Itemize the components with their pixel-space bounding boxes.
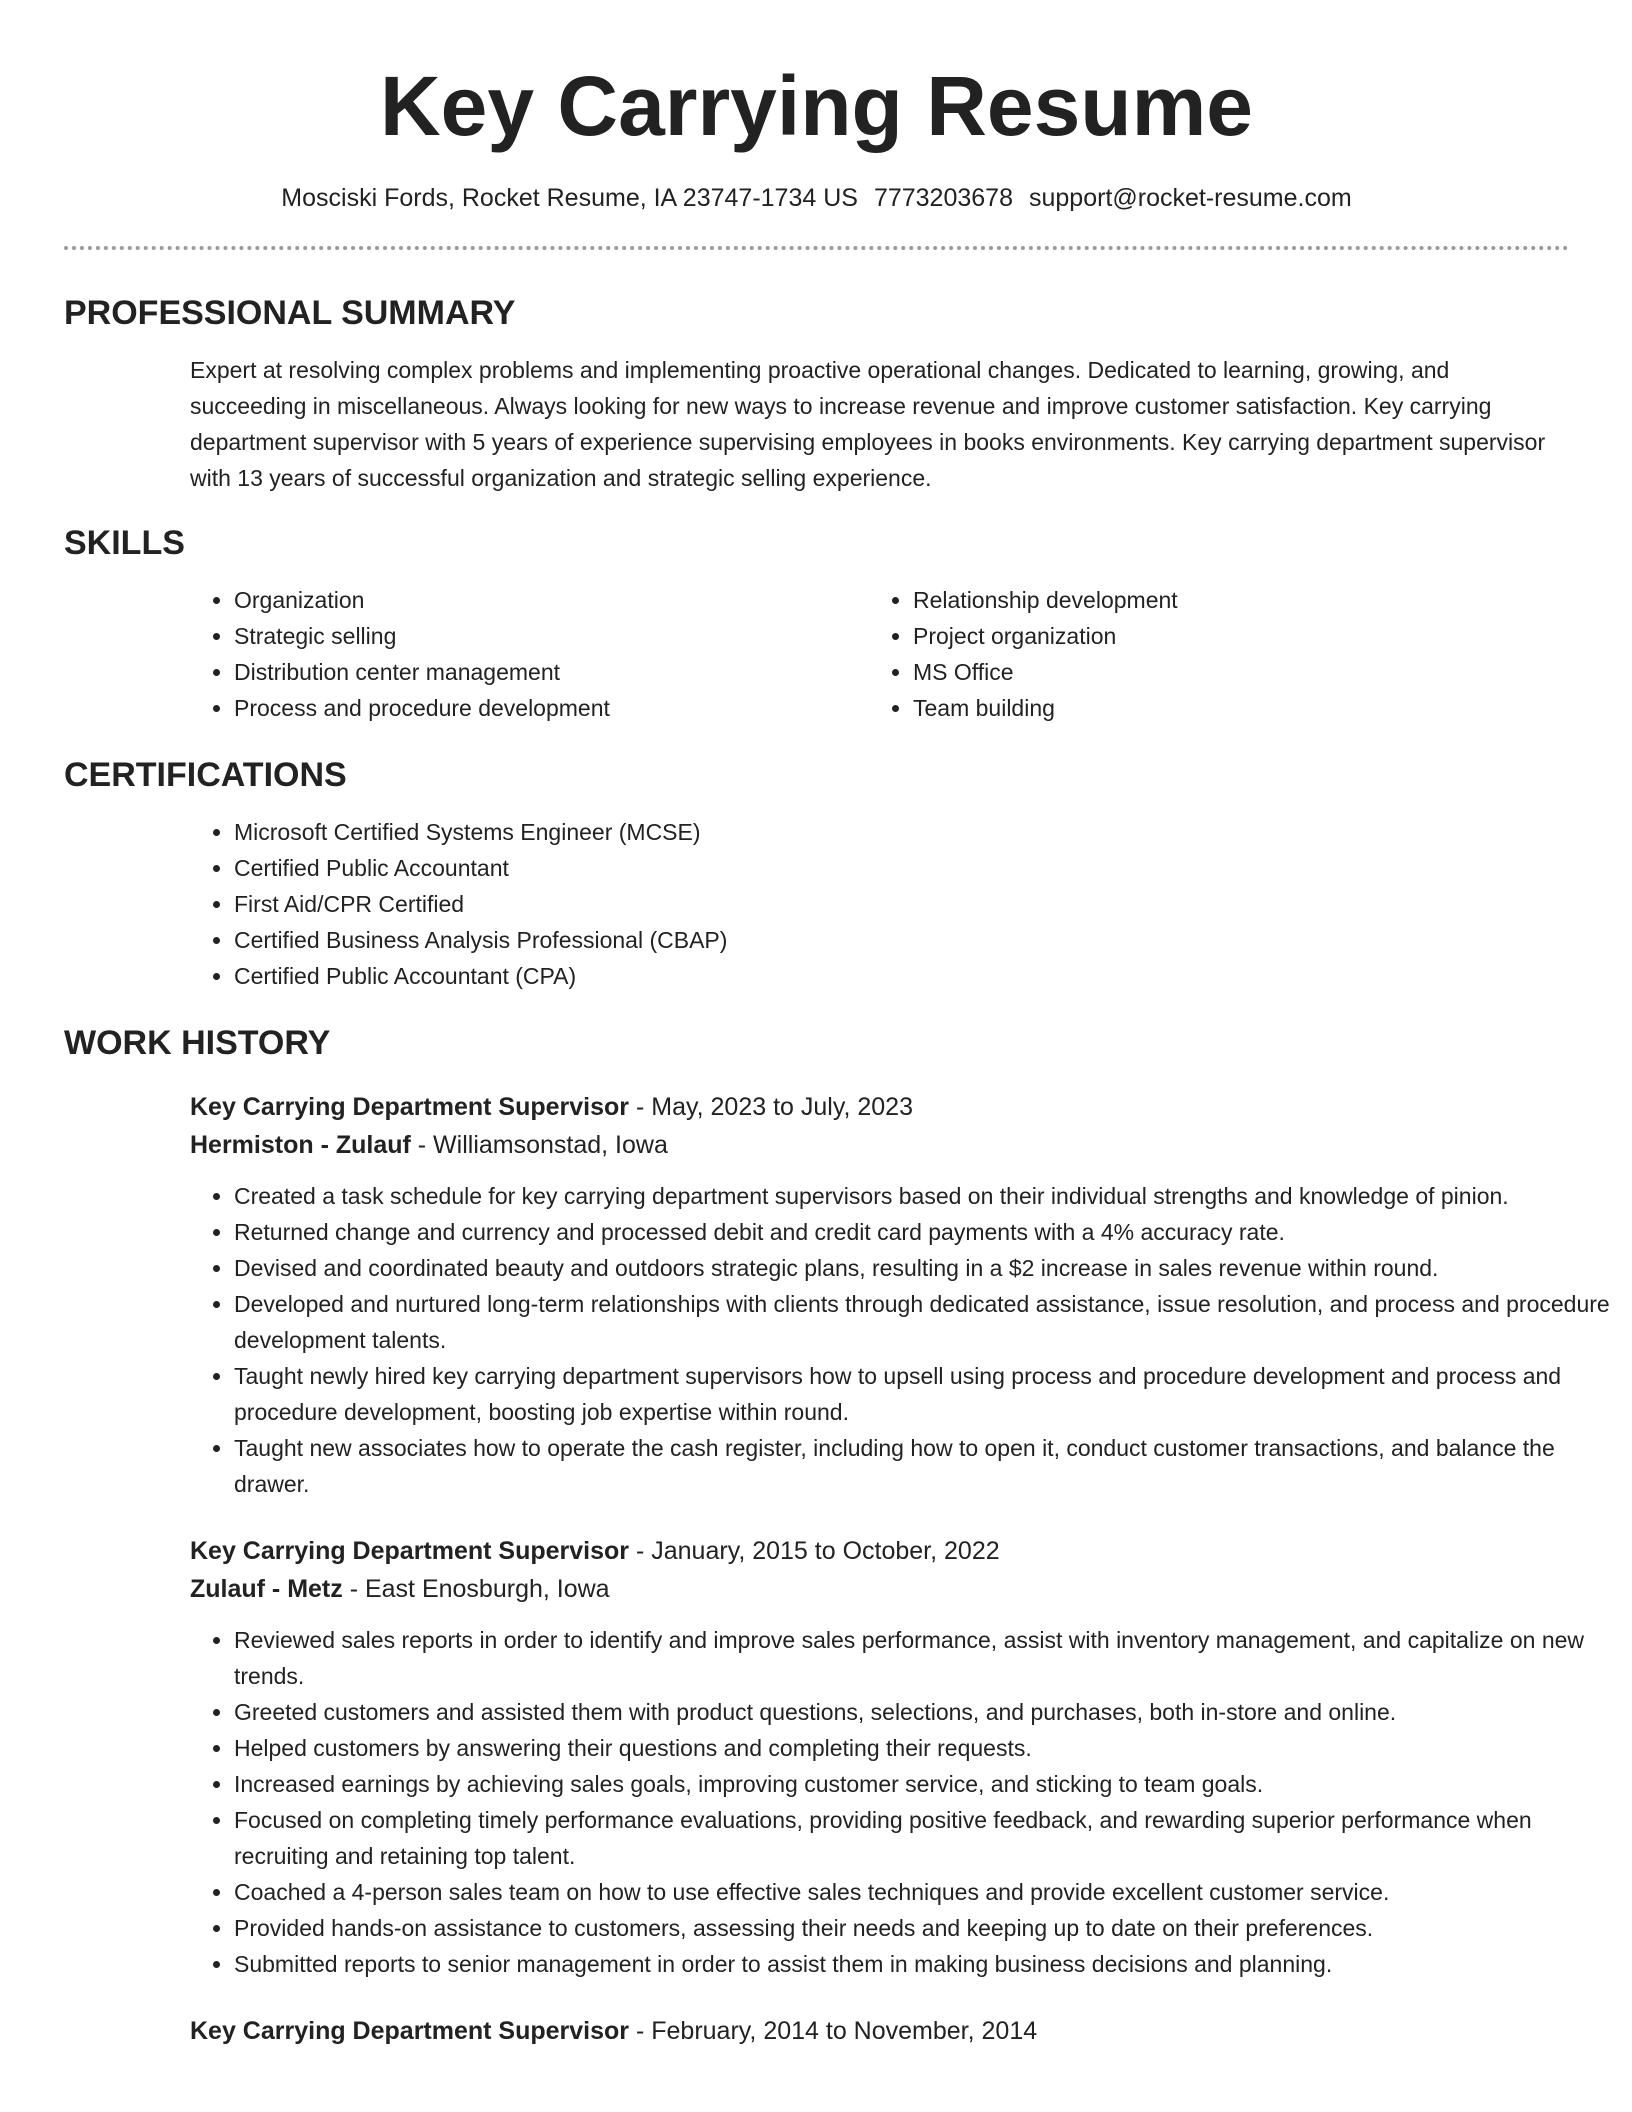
job-entry [190,1088,1610,1502]
header-divider [64,246,1569,250]
job-duty: • Helped customers by answering their questions and completing their requests. [234,1730,1614,1766]
job-duty: • Returned change and currency and processed debit and credit card payments with a 4% accuracy rate. [234,1214,1614,1250]
job-dates: - May, 2023 to July, 2023 [629,1093,913,1121]
job-duty: • Greeted customers and assisted them with product questions, selections, and purchases, both in-store and online. [234,1694,1614,1730]
job-location: - Williamsonstad, Iowa [410,1131,668,1159]
skill-item: • Relationship development [913,582,1548,618]
contact-address: Mosciski Fords, Rocket Resume, IA 23747-1734 US [281,184,858,212]
skills-heading: SKILLS [64,524,185,562]
job-duties [190,1178,1614,1502]
job-duty: • Taught newly hired key carrying department supervisors how to upsell using process and procedure development and process and procedure development, boosting job expertise within round. [234,1358,1614,1430]
job-role: Key Carrying Department Supervisor [190,1537,630,1565]
job-company: Hermiston - Zulauf [190,1131,411,1159]
job-duty: • Reviewed sales reports in order to identify and improve sales performance, assist with inventory management, and capitalize on new trends. [234,1622,1614,1694]
job-entry [190,1532,1585,1982]
job-duty: • Submitted reports to senior management in order to assist them in making business decisions and planning. [234,1946,1614,1982]
job-duty: • Devised and coordinated beauty and outdoors strategic plans, resulting in a $2 increase in sales revenue within round. [234,1250,1614,1286]
job-duty: • Developed and nurtured long-term relationships with clients through dedicated assistance, issue resolution, and process and procedure development talents. [234,1286,1614,1358]
certification-item: • Certified Public Accountant [234,850,1569,886]
skill-item: • MS Office [913,654,1548,690]
skills-list [190,582,1569,726]
job-duty: • Coached a 4-person sales team on how to use effective sales techniques and provide excellent customer service. [234,1874,1614,1910]
resume-title: Key Carrying Resume [379,59,1254,153]
job-role: Key Carrying Department Supervisor [190,2017,630,2045]
job-duty: • Provided hands-on assistance to customers, assessing their needs and keeping up to date on their preferences. [234,1910,1614,1946]
job-role-line [190,2012,1569,2050]
resume-page [64,0,1610,2050]
summary-heading: PROFESSIONAL SUMMARY [64,294,516,332]
skill-item: • Distribution center management [234,654,869,690]
skill-item: • Team building [913,690,1548,726]
job-company-line [190,1126,1569,1164]
certification-item: • Certified Business Analysis Professional (CBAP) [234,922,1569,958]
job-duties [190,1622,1614,1982]
job-role: Key Carrying Department Supervisor [190,1093,630,1121]
job-entry [190,2012,1569,2050]
job-dates: - February, 2014 to November, 2014 [629,2017,1038,2045]
work-history-heading: WORK HISTORY [64,1024,331,1062]
job-dates: - January, 2015 to October, 2022 [629,1537,1000,1565]
contact-line [64,182,1569,214]
skills-column-left [190,582,869,726]
summary-text: Expert at resolving complex problems and implementing proactive operational changes. Dedicated to learning, growing, and succeeding in miscellaneous. Always looking for new ways to increase revenue and improve customer satisfaction. Key carrying department supervisor with 5 years of experience supervising employees in books environments. Key carrying department supervisor with 13 years of successful organization and strategic selling experience. [190,357,1546,491]
job-company: Zulauf - Metz [190,1575,343,1603]
skill-item: • Strategic selling [234,618,869,654]
job-duty: • Focused on completing timely performance evaluations, providing positive feedback, and rewarding superior performance when recruiting and retaining top talent. [234,1802,1614,1874]
contact-phone: 7773203678 [873,184,1013,212]
skill-item: • Process and procedure development [234,690,869,726]
certification-item: • Certified Public Accountant (CPA) [234,958,1569,994]
certifications-heading: CERTIFICATIONS [64,756,347,794]
job-company-line [190,1570,1569,1608]
skill-item: • Project organization [913,618,1548,654]
job-role-line [190,1088,1569,1126]
skill-item: • Organization [234,582,869,618]
contact-email: support@rocket-resume.com [1028,184,1352,212]
job-location: - East Enosburgh, Iowa [342,1575,610,1603]
skills-column-right [869,582,1548,726]
certifications-list [190,814,1569,994]
certification-item: • Microsoft Certified Systems Engineer (MCSE) [234,814,1569,850]
job-role-line [190,1532,1569,1570]
job-duty: • Created a task schedule for key carrying department supervisors based on their individual strengths and knowledge of pinion. [234,1178,1614,1214]
certification-item: • First Aid/CPR Certified [234,886,1569,922]
job-duty: • Increased earnings by achieving sales goals, improving customer service, and sticking to team goals. [234,1766,1614,1802]
job-duty: • Taught new associates how to operate the cash register, including how to open it, conduct customer transactions, and balance the drawer. [234,1430,1614,1502]
